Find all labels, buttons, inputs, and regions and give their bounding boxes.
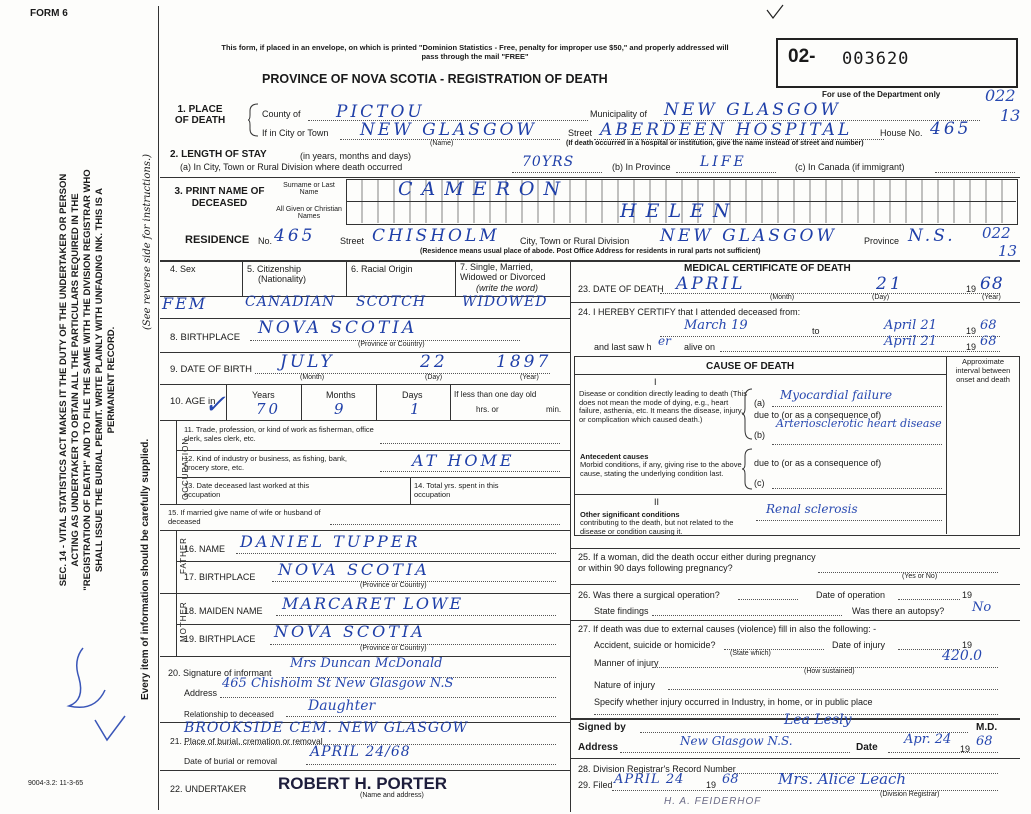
house-value: 465 xyxy=(930,119,972,139)
stay-b-label: (b) In Province xyxy=(612,162,671,172)
burial-place-label: 21. Place of burial, cremation or removal xyxy=(170,736,323,746)
sex-value: FEM xyxy=(162,294,208,313)
registration-number-box xyxy=(776,38,1018,88)
cause-b-marker: (b) xyxy=(754,430,765,440)
dept-code-2: 13 xyxy=(1000,106,1021,125)
last-saw-pronoun: er xyxy=(658,334,671,348)
death-year: 68 xyxy=(980,274,1004,294)
death-day-label: (Day) xyxy=(872,294,890,301)
residence-no-label: No. xyxy=(258,236,273,246)
citizenship-sub: (Nationality) xyxy=(258,274,307,284)
division-registrar-label: (Division Registrar) xyxy=(880,791,940,798)
form-title: PROVINCE OF NOVA SCOTIA - REGISTRATION OF DEATH xyxy=(262,72,608,86)
age-days-value: 1 xyxy=(410,400,423,418)
death-year-prefix: 19 xyxy=(966,284,977,294)
attended-to: April 21 xyxy=(884,318,937,333)
dob-day: 22 xyxy=(420,352,448,372)
occupation-side-label: OCCUPATION xyxy=(181,437,190,500)
cause-a-value: Myocardial failure xyxy=(780,388,893,402)
other-conditions-sub: contributing to the death, but not related to the disease or condition causing it. xyxy=(580,518,734,536)
informant-sig-label: 20. Signature of informant xyxy=(168,668,272,678)
mail-notice: This form, if placed in an envelope, on which is printed "Dominion Statistics - Free, penalty for improper use $50," and properly addressed will pass through the mail "FREE" xyxy=(221,43,729,61)
residence-code-2: 13 xyxy=(998,242,1018,260)
dob-day-label: (Day) xyxy=(425,374,443,381)
injury-year-prefix: 19 xyxy=(962,640,973,650)
mother-birthplace-label: 19. BIRTHPLACE xyxy=(184,634,256,644)
autopsy-label: Was there an autopsy? xyxy=(852,606,945,616)
age-hrs-label: hrs. or xyxy=(476,405,499,414)
alive-date: April 21 xyxy=(884,334,937,349)
alive-on-label: alive on xyxy=(684,342,716,352)
racial-label: 6. Racial Origin xyxy=(351,264,413,274)
death-date-label: 23. DATE OF DEATH xyxy=(578,284,664,294)
residence-no-value: 465 xyxy=(274,226,316,246)
sex-label: 4. Sex xyxy=(170,264,196,274)
undertaker-sub: (Name and address) xyxy=(360,792,424,799)
hospital-note: (If death occurred in a hospital or institution, give the name instead of street and number) xyxy=(566,140,864,147)
dob-label: 9. DATE OF BIRTH xyxy=(170,364,252,375)
signed-year: 68 xyxy=(976,734,993,749)
surname-label: Surname or Last Name xyxy=(283,182,335,196)
burial-date-label: Date of burial or removal xyxy=(184,756,278,766)
cause-a-marker: (a) xyxy=(754,398,765,408)
marital-sub: (write the word) xyxy=(476,283,539,293)
external-cause-question: 27. If death was due to external causes (violence) fill in also the following: - xyxy=(578,624,877,634)
residence-label: RESIDENCE xyxy=(185,234,250,246)
registrar-signature: Mrs. Alice Leach xyxy=(778,770,907,788)
length-of-stay-sub: (in years, months and days) xyxy=(300,151,412,161)
state-which-label: (State which) xyxy=(730,650,771,657)
signed-date: Apr. 24 xyxy=(904,732,952,747)
form-code: 9004-3.2: 11-3-65 xyxy=(28,780,84,787)
attended-from: March 19 xyxy=(684,318,748,333)
physician-signature: Lea Lesly xyxy=(784,712,852,728)
father-side-label: FATHER xyxy=(179,537,188,574)
attended-year: 68 xyxy=(980,318,997,333)
birthplace-sub: (Province or Country) xyxy=(358,341,425,348)
due-to-label-2: due to (or as a consequence of) xyxy=(754,458,882,468)
check-mark-icon xyxy=(765,4,785,20)
informant-address-label: Address xyxy=(184,688,218,698)
signed-date-label: Date xyxy=(856,742,878,753)
mother-birthplace-value: NOVA SCOTIA xyxy=(274,622,426,641)
stay-a-label: (a) In City, Town or Rural Division where death occurred xyxy=(180,162,403,172)
physician-address-label: Address xyxy=(578,742,619,753)
print-name-label: 3. PRINT NAME OF DECEASED xyxy=(174,186,265,209)
county-label: County of xyxy=(262,109,301,119)
cause-code: 420.0 xyxy=(942,648,983,664)
age-mark: ✓ xyxy=(204,390,226,420)
age-min-label: min. xyxy=(546,405,562,414)
certify-label: 24. I HEREBY CERTIFY that I attended deceased from: xyxy=(578,307,801,317)
mother-maiden-label: 18. MAIDEN NAME xyxy=(184,606,263,616)
mother-birthplace-sub: (Province or Country) xyxy=(360,645,427,652)
mother-maiden-value: MARCARET LOWE xyxy=(282,594,464,613)
residence-street-label: Street xyxy=(340,236,365,246)
age-months-label: Months xyxy=(326,390,356,400)
other-conditions-label: Other significant conditions xyxy=(580,510,680,519)
father-birthplace-value: NOVA SCOTIA xyxy=(278,560,430,579)
last-saw-label: and last saw h xyxy=(594,342,652,352)
age-months-value: 9 xyxy=(334,400,347,418)
specify-label: Specify whether injury occurred in Industry, in home, or in public place xyxy=(594,697,873,707)
age-years-label: Years xyxy=(252,390,275,400)
residence-note: (Residence means usual place of abode. Post Office Address for residents in rural parts not sufficient) xyxy=(420,248,761,255)
attended-year-prefix: 19 xyxy=(966,326,977,336)
filed-year-prefix: 19 xyxy=(706,780,717,790)
bracket-icon xyxy=(248,103,260,137)
occupation-13-label: 13. Date deceased last worked at this occupation xyxy=(184,481,310,499)
county-value: PICTOU xyxy=(336,102,425,122)
side-supply-note: Every item of information should be carefully supplied. xyxy=(140,438,151,700)
signed-by-label: Signed by xyxy=(578,722,626,733)
side-instruction: SEC. 14 - VITAL STATISTICS ACT MAKES IT THE DUTY OF THE UNDERTAKER OR PERSON ACTING AS UNDERTAKER TO OBTAIN ALL THE PARTICULARS REQUIRED IN THE "REGISTRATION OF DEATH" AND TO FILE THE SAME WITH THE DIVISION REGISTRAR WHO SHALL ISSUE THE BURIAL PERMIT. WRITE PLAINLY WITH UNFADING INK. THIS IS A PERMANENT RECORD. xyxy=(58,169,117,591)
undertaker-label: 22. UNDERTAKER xyxy=(170,784,247,794)
citizenship-value: CANADIAN xyxy=(245,294,336,310)
md-label: M.D. xyxy=(976,722,998,733)
physician-address: New Glasgow N.S. xyxy=(680,734,793,748)
age-days-label: Days xyxy=(402,390,423,400)
house-label: House No. xyxy=(880,128,923,138)
undertaker-stamp: ROBERT H. PORTER xyxy=(278,774,448,793)
nature-label: Nature of injury xyxy=(594,680,656,690)
occupation-11-label: 11. Trade, profession, or kind of work as fisherman, office clerk, sales clerk, etc. xyxy=(184,425,374,443)
residence-province-label: Province xyxy=(864,236,900,246)
injury-date-label: Date of injury xyxy=(832,640,886,650)
cause-heading: CAUSE OF DEATH xyxy=(706,361,795,372)
stay-c-label: (c) In Canada (if immigrant) xyxy=(795,162,905,172)
age-years-value: 70 xyxy=(256,400,282,418)
side-reverse-note: (See reverse side for instructions.) xyxy=(142,153,153,330)
length-of-stay-label: 2. LENGTH OF STAY xyxy=(170,149,267,160)
operation-year-prefix: 19 xyxy=(962,590,973,600)
margin-rule xyxy=(158,6,159,810)
surname-value: CAMERON xyxy=(398,178,570,200)
racial-value: SCOTCH xyxy=(356,294,427,310)
manner-label: Manner of injury xyxy=(594,658,659,668)
death-day: 21 xyxy=(876,274,904,294)
street-label: Street xyxy=(568,128,593,138)
cause-b-value: Arteriosclerotic heart disease xyxy=(776,417,942,430)
yes-no-label: (Yes or No) xyxy=(902,573,938,580)
death-month-label: (Month) xyxy=(770,294,795,301)
dob-month-label: (Month) xyxy=(300,374,325,381)
informant-address: 465 Chisholm St New Glasgow N.S xyxy=(222,676,454,691)
birthplace-label: 8. BIRTHPLACE xyxy=(170,332,241,343)
father-name-label: 16. NAME xyxy=(184,544,226,554)
burial-place-value: BROOKSIDE CEM. NEW GLASGOW xyxy=(184,720,468,736)
medical-heading: MEDICAL CERTIFICATE OF DEATH xyxy=(684,263,851,274)
father-name-value: DANIEL TUPPER xyxy=(240,532,421,551)
cause-part-1: I xyxy=(654,377,657,387)
interval-label: Approximate interval between onset and death xyxy=(955,357,1011,384)
dept-use-label: For use of the Department only xyxy=(822,90,941,99)
cause-c-marker: (c) xyxy=(754,478,765,488)
informant-relation-label: Relationship to deceased xyxy=(184,710,274,719)
how-sustained-label: (How sustained) xyxy=(804,668,855,675)
residence-street-value: CHISHOLM xyxy=(372,226,500,246)
filed-date: APRIL 24 xyxy=(614,772,685,787)
municipality-label: Municipality of xyxy=(590,109,648,119)
alive-year-prefix: 19 xyxy=(966,342,977,352)
antecedent-label: Antecedent causes xyxy=(580,452,649,461)
age-label: 10. AGE in xyxy=(170,396,216,407)
dob-month: JULY xyxy=(280,352,335,372)
cause-part-2: II xyxy=(654,497,660,507)
place-of-death-label: 1. PLACE OF DEATH xyxy=(174,104,226,126)
pregnancy-question: 25. If a woman, did the death occur either during pregnancy or within 90 days following pregnancy? xyxy=(578,552,816,573)
death-month: APRIL xyxy=(676,274,746,294)
street-value: ABERDEEN HOSPITAL xyxy=(600,120,853,140)
operation-date-label: Date of operation xyxy=(816,590,886,600)
given-name-value: HELEN xyxy=(620,200,739,222)
father-birthplace-sub: (Province or Country) xyxy=(360,582,427,589)
stay-b-value: LIFE xyxy=(700,154,747,170)
filed-label: 29. Filed xyxy=(578,780,613,790)
disease-label: Disease or condition directly leading to death (This does not mean the mode of dying, e.g., heart failure, asthenia, etc. It means the disease, injury, or complication which caused death.) xyxy=(579,389,748,424)
form-number: FORM 6 xyxy=(30,8,68,19)
state-findings-label: State findings xyxy=(594,606,649,616)
municipality-value: NEW GLASGOW xyxy=(664,100,841,120)
dept-code: 022 xyxy=(985,86,1016,105)
surgery-question: 26. Was there a surgical operation? xyxy=(578,590,720,600)
father-birthplace-label: 17. BIRTHPLACE xyxy=(184,572,256,582)
residence-city-label: City, Town or Rural Division xyxy=(520,236,630,246)
marital-value: WIDOWED xyxy=(462,294,548,310)
age-lt-day-label: If less than one day old xyxy=(454,390,537,399)
mother-side-label: MOTHER xyxy=(179,601,188,642)
registrar-stamp: H. A. FEIDERHOF xyxy=(664,796,762,807)
attended-to-label: to xyxy=(812,326,820,336)
accident-label: Accident, suicide or homicide? xyxy=(594,640,716,650)
antecedent-sub: Morbid conditions, if any, giving rise to the above cause, stating the underlying condition last. xyxy=(580,460,742,478)
citizenship-label: 5. Citizenship xyxy=(247,264,302,274)
alive-year: 68 xyxy=(980,334,997,349)
antecedent-bracket-icon xyxy=(742,448,754,490)
other-conditions-value: Renal sclerosis xyxy=(766,502,858,516)
occupation-14-label: 14. Total yrs. spent in this occupation xyxy=(414,481,499,499)
autopsy-value: No xyxy=(972,600,992,615)
record-number-label: 28. Division Registrar's Record Number xyxy=(578,764,736,774)
informant-relation: Daughter xyxy=(308,698,376,714)
residence-code: 022 xyxy=(982,224,1011,242)
registration-prefix: 02- xyxy=(788,46,816,67)
filed-year: 68 xyxy=(722,772,739,787)
stay-a-value: 70YRS xyxy=(522,154,575,170)
city-value: NEW GLASGOW xyxy=(360,120,537,140)
city-label: If in City or Town xyxy=(262,128,329,138)
signed-year-prefix: 19 xyxy=(960,744,971,754)
given-name-label: All Given or Christian Names xyxy=(276,206,342,220)
pencil-check-marks xyxy=(55,620,155,760)
cause-bracket-icon xyxy=(742,388,754,440)
informant-signature: Mrs Duncan McDonald xyxy=(290,656,443,671)
death-year-label: (Year) xyxy=(982,294,1001,301)
occupation-12-label: 12. Kind of industry or business, as fishing, bank, grocery store, etc. xyxy=(184,454,348,472)
occupation-12-value: AT HOME xyxy=(412,451,515,470)
birthplace-value: NOVA SCOTIA xyxy=(258,318,418,338)
registration-number: 003620 xyxy=(842,49,910,69)
due-to-label: due to (or as a consequence of) xyxy=(754,410,882,420)
name-note: (Name) xyxy=(430,140,454,147)
residence-province-value: N.S. xyxy=(908,226,956,246)
dob-year: 1897 xyxy=(496,352,552,372)
dob-year-label: (Year) xyxy=(520,374,539,381)
spouse-label: 15. If married give name of wife or husband of deceased xyxy=(168,508,321,526)
residence-city-value: NEW GLASGOW xyxy=(660,226,837,246)
burial-date-value: APRIL 24/68 xyxy=(310,744,411,760)
marital-label: 7. Single, Married, Widowed or Divorced xyxy=(460,262,546,282)
